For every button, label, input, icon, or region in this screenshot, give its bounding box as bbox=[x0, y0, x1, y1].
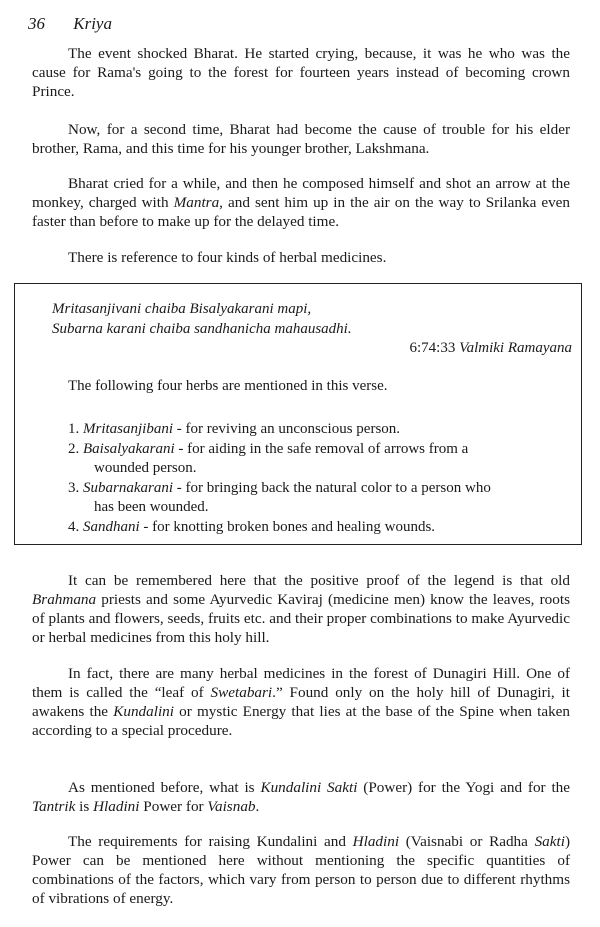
paragraph-1: The event shocked Bharat. He started crying, because, it was he who was the cause for Rama's going to the forest for fourteen years instead of becoming crown Prince. bbox=[32, 45, 570, 100]
paragraph-2: Now, for a second time, Bharat had become the cause of trouble for his elder brother, Rama, and this time for his younger brother, Lakshmana. bbox=[32, 121, 570, 157]
paragraph-8: The requirements for raising Kundalini and Hladini (Vaisnabi or Radha Sakti) Power can be mentioned here without mentioning the specific quantities of combinations of the factors, which vary from person to person due to different rhythms of vibrations of energy. bbox=[32, 833, 570, 907]
verse-reference: 6:74:33 Valmiki Ramayana bbox=[409, 340, 572, 356]
paragraph-5: It can be remembered here that the positive proof of the legend is that old Brahmana priests and some Ayurvedic Kaviraj (medicine men) know the leaves, roots of plants and flowers, seeds, fruits etc. and their proper combinations to make Ayurvedic or herbal medicines from this holy hill. bbox=[32, 572, 570, 646]
herbs-intro: The following four herbs are mentioned in this verse. bbox=[68, 378, 388, 394]
herb-item: 1. Mritasanjibani - for reviving an unconscious person. bbox=[68, 421, 401, 437]
paragraph-7: As mentioned before, what is Kundalini Sakti (Power) for the Yogi and for the Tantrik is Hladini Power for Vaisnab. bbox=[32, 779, 570, 815]
verse-line-2: Subarna karani chaiba sandhanicha mahausadhi. bbox=[52, 321, 352, 337]
page-number: 36 bbox=[28, 14, 45, 33]
verse-line-1: Mritasanjivani chaiba Bisalyakarani mapi, bbox=[52, 301, 312, 317]
herb-item: 3. Subarnakarani - for bringing back the natural color to a person who has been wounded. bbox=[68, 480, 491, 515]
herb-item: 4. Sandhani - for knotting broken bones and healing wounds. bbox=[68, 519, 436, 535]
paragraph-3: Bharat cried for a while, and then he composed himself and shot an arrow at the monkey, charged with Mantra, and sent him up in the air on the way to Srilanka even faster than before to make up for the delayed time. bbox=[32, 175, 571, 230]
page-header bbox=[28, 14, 112, 34]
paragraph-4: There is reference to four kinds of herbal medicines. bbox=[68, 249, 387, 266]
running-title: Kriya bbox=[73, 14, 112, 33]
herb-list bbox=[68, 420, 558, 538]
herb-item: 2. Baisalyakarani - for aiding in the safe removal of arrows from a wounded person. bbox=[68, 441, 469, 476]
paragraph-6: In fact, there are many herbal medicines in the forest of Dunagiri Hill. One of them is called the “leaf of Swetabari.” Found only on the holy hill of Dunagiri, it awakens the Kundalini or mystic Energy that lies at the base of the Spine when taken according to a special procedure. bbox=[32, 665, 571, 739]
